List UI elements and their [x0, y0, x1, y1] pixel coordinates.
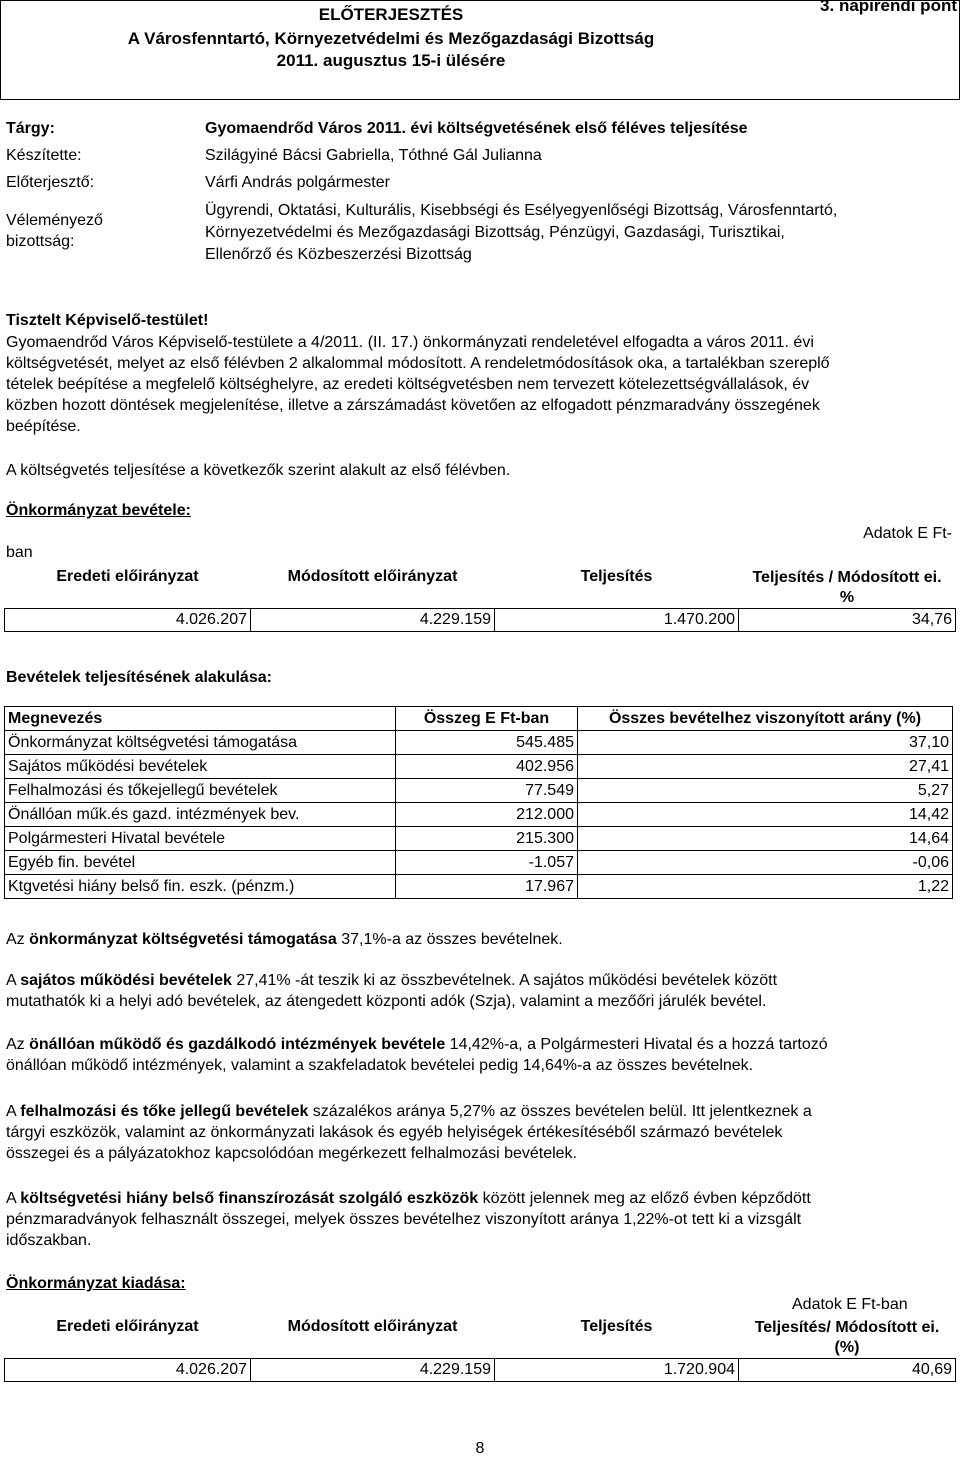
col-arany — [739, 568, 956, 609]
committee-line: A Városfenntartó, Környezetvédelmi és Mezőgazdasági Bizottság — [127, 29, 655, 48]
row-amount: 215.300 — [396, 827, 578, 851]
velemenyezo-value-1: Ügyrendi, Oktatási, Kulturális, Kisebbségi és Esélyegyenlőségi Bizottság, Városfenntartó, — [205, 202, 838, 219]
table-row — [5, 851, 953, 875]
text-c-post: 14,42%-a, a Polgármesteri Hivatal és a hozzá tartozó — [445, 1036, 828, 1053]
text-d-post: százalékos aránya 5,27% az összes bevételen belül. Itt jelentkeznek a — [308, 1103, 812, 1120]
intro-summary: A költségvetés teljesítése a következők szerint alakult az első félévben. — [6, 462, 511, 479]
text-d-line-2: tárgyi eszközök, valamint az önkormányzati lakások és egyéb helyiségek értékesítéséből származó bevételek — [6, 1124, 783, 1141]
cell-eredeti: 4.026.207 — [5, 1359, 251, 1382]
text-b-post: 27,41% -át teszik ki az összbevételnek. A sajátos működési bevételek között — [231, 972, 778, 989]
text-e-pre: A — [6, 1190, 21, 1207]
intro-line-2: költségvetését, melyet az első félévben 2 alkalommal módosított. A rendeletmódosítások oka, a tartalékban szereplő — [6, 355, 830, 372]
cell-teljesites: 1.720.904 — [495, 1359, 739, 1382]
row-amount: 545.485 — [396, 731, 578, 755]
row-name: Sajátos működési bevételek — [5, 755, 396, 779]
bevetel-unit-2: ban — [6, 544, 33, 561]
targy-label: Tárgy: — [6, 120, 55, 137]
keszitette-value: Szilágyiné Bácsi Gabriella, Tóthné Gál Julianna — [205, 147, 542, 164]
table-row — [5, 755, 953, 779]
velemenyezo-label-1: Véleményező — [6, 212, 103, 229]
col-arany — [739, 1318, 956, 1359]
alakulas-heading: Bevételek teljesítésének alakulása: — [6, 669, 272, 686]
intro-line-3: tételek beépítése a megfelelő költséghelyre, az eredeti költségvetésben nem tervezett kötelezettségvállalások, év — [6, 376, 810, 393]
text-c-bold: önállóan működő és gazdálkodó intézmények bevétele — [29, 1036, 446, 1053]
cell-arany: 34,76 — [739, 609, 956, 632]
col-arany-l1: Teljesítés / Módosított ei. — [752, 569, 942, 586]
table-row — [5, 803, 953, 827]
text-a-bold: önkormányzat költségvetési támogatása — [29, 931, 337, 948]
cell-arany: 40,69 — [739, 1359, 956, 1382]
col-arany-l2: % — [839, 589, 855, 606]
cell-teljesites: 1.470.200 — [495, 609, 739, 632]
salutation: Tisztelt Képviselő-testület! — [6, 312, 209, 329]
velemenyezo-label-2: bizottság: — [6, 233, 75, 250]
cell-modositott: 4.229.159 — [251, 1359, 495, 1382]
col-arany-l2: (%) — [834, 1339, 860, 1356]
cell-modositott: 4.229.159 — [251, 609, 495, 632]
intro-paragraph — [6, 332, 956, 437]
text-b-line-2: mutathatók ki a helyi adó bevételek, az átengedett központi adók (Szja), valamint a mezőőri járulék bevétel. — [6, 993, 767, 1010]
velemenyezo-value-2: Környezetvédelmi és Mezőgazdasági Bizottság, Pénzügyi, Gazdasági, Turisztikai, — [205, 224, 785, 241]
row-amount: 402.956 — [396, 755, 578, 779]
text-b-bold: sajátos működési bevételek — [20, 972, 232, 989]
row-name: Felhalmozási és tőkejellegű bevételek — [5, 779, 396, 803]
text-c-pre: Az — [6, 1036, 30, 1053]
intro-line-4: közben hozott döntések megjelenítése, illetve a zárszámadást követően az elfogadott pénzmaradvány összegének — [6, 397, 820, 414]
text-c-line-2: önállóan működő intézmények, valamint a szakfeladatok bevételei pedig 14,64%-a az összes bevételnek. — [6, 1057, 754, 1074]
bevetel-table — [4, 568, 956, 632]
text-e-bold: költségvetési hiány belső finanszírozását szolgáló eszközök — [20, 1190, 479, 1207]
row-ratio: 5,27 — [578, 779, 953, 803]
text-a-post: 37,1%-a az összes bevételnek. — [336, 931, 563, 948]
text-onallo — [6, 1034, 956, 1076]
header-box — [0, 0, 960, 100]
text-e-post: között jelennek meg az előző évben képződött — [478, 1190, 811, 1207]
bevetel-table-row — [5, 609, 956, 632]
text-sajatos — [6, 970, 956, 1012]
bevetel-unit-1: Adatok E Ft- — [863, 525, 952, 542]
col-eredeti: Eredeti előirányzat — [56, 1318, 199, 1335]
row-amount: -1.057 — [396, 851, 578, 875]
row-ratio: 37,10 — [578, 731, 953, 755]
text-hiany — [6, 1188, 956, 1251]
col-osszeg: Összeg E Ft-ban — [396, 707, 578, 731]
text-d-line-3: összegei és a pályázatokhoz kapcsolódóan megérkezett felhalmozási bevételek. — [6, 1145, 577, 1162]
page-number: 8 — [475, 1440, 485, 1457]
row-name: Polgármesteri Hivatal bevétele — [5, 827, 396, 851]
eloterjeszto-label: Előterjesztő: — [6, 174, 95, 191]
text-felhalmozasi — [6, 1101, 956, 1164]
text-e-line-3: időszakban. — [6, 1232, 92, 1249]
text-e-line-2: pénzmaradványok felhasznált összegei, melyek összes bevételhez viszonyított aránya 1,22%-ot tett ki a vizsgált — [6, 1211, 802, 1228]
row-ratio: 14,42 — [578, 803, 953, 827]
date-line: 2011. augusztus 15-i ülésére — [276, 51, 506, 70]
text-b-pre: A — [6, 972, 21, 989]
alakulas-table — [4, 706, 953, 899]
kiadas-unit: Adatok E Ft-ban — [792, 1296, 908, 1313]
col-eredeti: Eredeti előirányzat — [56, 568, 199, 585]
kiadas-table-row — [5, 1359, 956, 1382]
eloterjesztes-title: ELŐTERJESZTÉS — [318, 5, 464, 24]
table-row — [5, 875, 953, 899]
text-tamogatas — [6, 929, 956, 950]
row-amount: 77.549 — [396, 779, 578, 803]
row-name: Önkormányzat költségvetési támogatása — [5, 731, 396, 755]
kiadas-table — [4, 1318, 956, 1382]
text-a-pre: Az — [6, 931, 30, 948]
col-teljesites: Teljesítés — [580, 568, 653, 585]
row-name: Egyéb fin. bevétel — [5, 851, 396, 875]
cell-eredeti: 4.026.207 — [5, 609, 251, 632]
table-row — [5, 731, 953, 755]
table-row — [5, 779, 953, 803]
velemenyezo-value-3: Ellenőrző és Közbeszerzési Bizottság — [205, 246, 472, 263]
intro-line-5: beépítése. — [6, 418, 81, 435]
eloterjeszto-value: Várfi András polgármester — [205, 174, 390, 191]
row-amount: 212.000 — [396, 803, 578, 827]
kiadas-table-header — [5, 1318, 956, 1359]
bevetel-table-header — [5, 568, 956, 609]
row-name: Ktgvetési hiány belső fin. eszk. (pénzm.) — [5, 875, 396, 899]
intro-line-1: Gyomaendrőd Város Képviselő-testülete a 4/2011. (II. 17.) önkormányzati rendeletével elfogadta a város 2011. évi — [6, 334, 814, 351]
kiadas-heading: Önkormányzat kiadása: — [6, 1275, 186, 1292]
row-name: Önállóan műk.és gazd. intézmények bev. — [5, 803, 396, 827]
col-teljesites: Teljesítés — [580, 1318, 653, 1335]
napirend-label: 3. napirendi pont — [820, 0, 957, 15]
col-arany-l1: Teljesítés/ Módosított ei. — [754, 1319, 940, 1336]
row-ratio: -0,06 — [578, 851, 953, 875]
table-row — [5, 827, 953, 851]
col-megnevezes: Megnevezés — [5, 707, 396, 731]
col-modositott: Módosított előirányzat — [287, 1318, 458, 1335]
row-ratio: 1,22 — [578, 875, 953, 899]
alakulas-table-header — [5, 707, 953, 731]
targy-value: Gyomaendrőd Város 2011. évi költségvetésének első féléves teljesítése — [205, 120, 748, 137]
col-modositott: Módosított előirányzat — [287, 568, 458, 585]
bevetel-heading: Önkormányzat bevétele: — [6, 502, 191, 519]
col-viszonyitott: Összes bevételhez viszonyított arány (%) — [578, 707, 953, 731]
text-d-pre: A — [6, 1103, 21, 1120]
row-ratio: 27,41 — [578, 755, 953, 779]
row-ratio: 14,64 — [578, 827, 953, 851]
text-d-bold: felhalmozási és tőke jellegű bevételek — [20, 1103, 309, 1120]
row-amount: 17.967 — [396, 875, 578, 899]
keszitette-label: Készítette: — [6, 147, 82, 164]
